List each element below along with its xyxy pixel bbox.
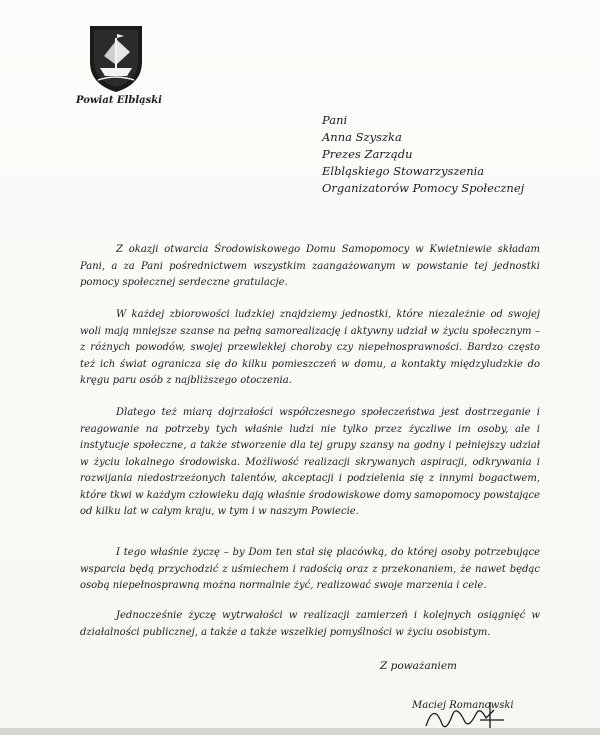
closing-salutation: Z poważaniem — [380, 660, 458, 672]
letter-paragraph-2 — [80, 307, 540, 390]
signer-name: Maciej Romanowski — [412, 700, 514, 711]
paragraph-text: I tego właśnie życzę – by Dom ten stał się placówką, do której osoby potrzebujące wsparcia będą przychodzić z uśmiechem i radością oraz z przekonaniem, że nawet będąc osobą niepełnosprawną można normalnie żyć, realizować swoje marzenia i cele. — [80, 547, 540, 591]
address-line: Elbląskiego Stowarzyszenia — [322, 164, 485, 178]
paragraph-text: Jednocześnie życzę wytrwałości w realizacji zamierzeń i kolejnych osiągnięć w działalności publicznej, a także a także wszelkiej pomyślności w życiu osobistym. — [80, 610, 540, 638]
recipient-address — [322, 112, 524, 197]
paragraph-text: Dlatego też miarą dojrzałości współczesnego społeczeństwa jest dostrzeganie i reagowanie na potrzeby tych właśnie ludzi nie tylko przez życzliwe im osoby, ale i instytucje społeczne, a także stworzenie dla tej grupy szansy na godny i pełniejszy udział w życiu lokalnego środowiska. Możliwość realizacji skrywanych aspiracji, odkrywania i rozwijania niedostrzeżonych talentów, akceptacji i podzielenia się z innymi bogactwem, które tkwi w każdym człowieku dają właśnie środowiskowe domy samopomocy powstające od kilku lat w całym kraju, w tym i w naszym Powiecie. — [80, 407, 540, 517]
letter-paragraph-4 — [80, 545, 540, 595]
address-line: Pani — [322, 113, 348, 127]
letter-paragraph-5 — [80, 608, 540, 641]
paragraph-text: Z okazji otwarcia Środowiskowego Domu Samopomocy w Kwietniewie składam Pani, a za Pani pośrednictwem wszystkim zaangażowanym w powstanie tej jednostki pomocy społecznej serdeczne gratulacje. — [80, 244, 540, 288]
address-line: Prezes Zarządu — [322, 147, 413, 161]
letter-paragraph-3 — [80, 405, 540, 521]
address-line: Anna Szyszka — [322, 130, 402, 144]
coat-of-arms-ship-icon — [86, 22, 146, 94]
address-line: Organizatorów Pomocy Społecznej — [322, 181, 525, 195]
paragraph-text: W każdej zbiorowości ludzkiej znajdziemy jednostki, które niezależnie od swojej woli mają mniejsze szanse na pełną samorealizację i aktywny udział w życiu społecznym – z różnych powodów, swojej przewlekłej choroby czy niepełnosprawności. Bardzo często też ich świat ogranicza się do kilku pomieszczeń w domu, a kontakty międzyludzkie do kręgu paru osób z najbliższego otoczenia. — [80, 309, 540, 386]
scan-edge — [0, 728, 600, 735]
crest-caption: Powiat Elbląski — [76, 95, 162, 106]
letter-paragraph-1 — [80, 242, 540, 292]
